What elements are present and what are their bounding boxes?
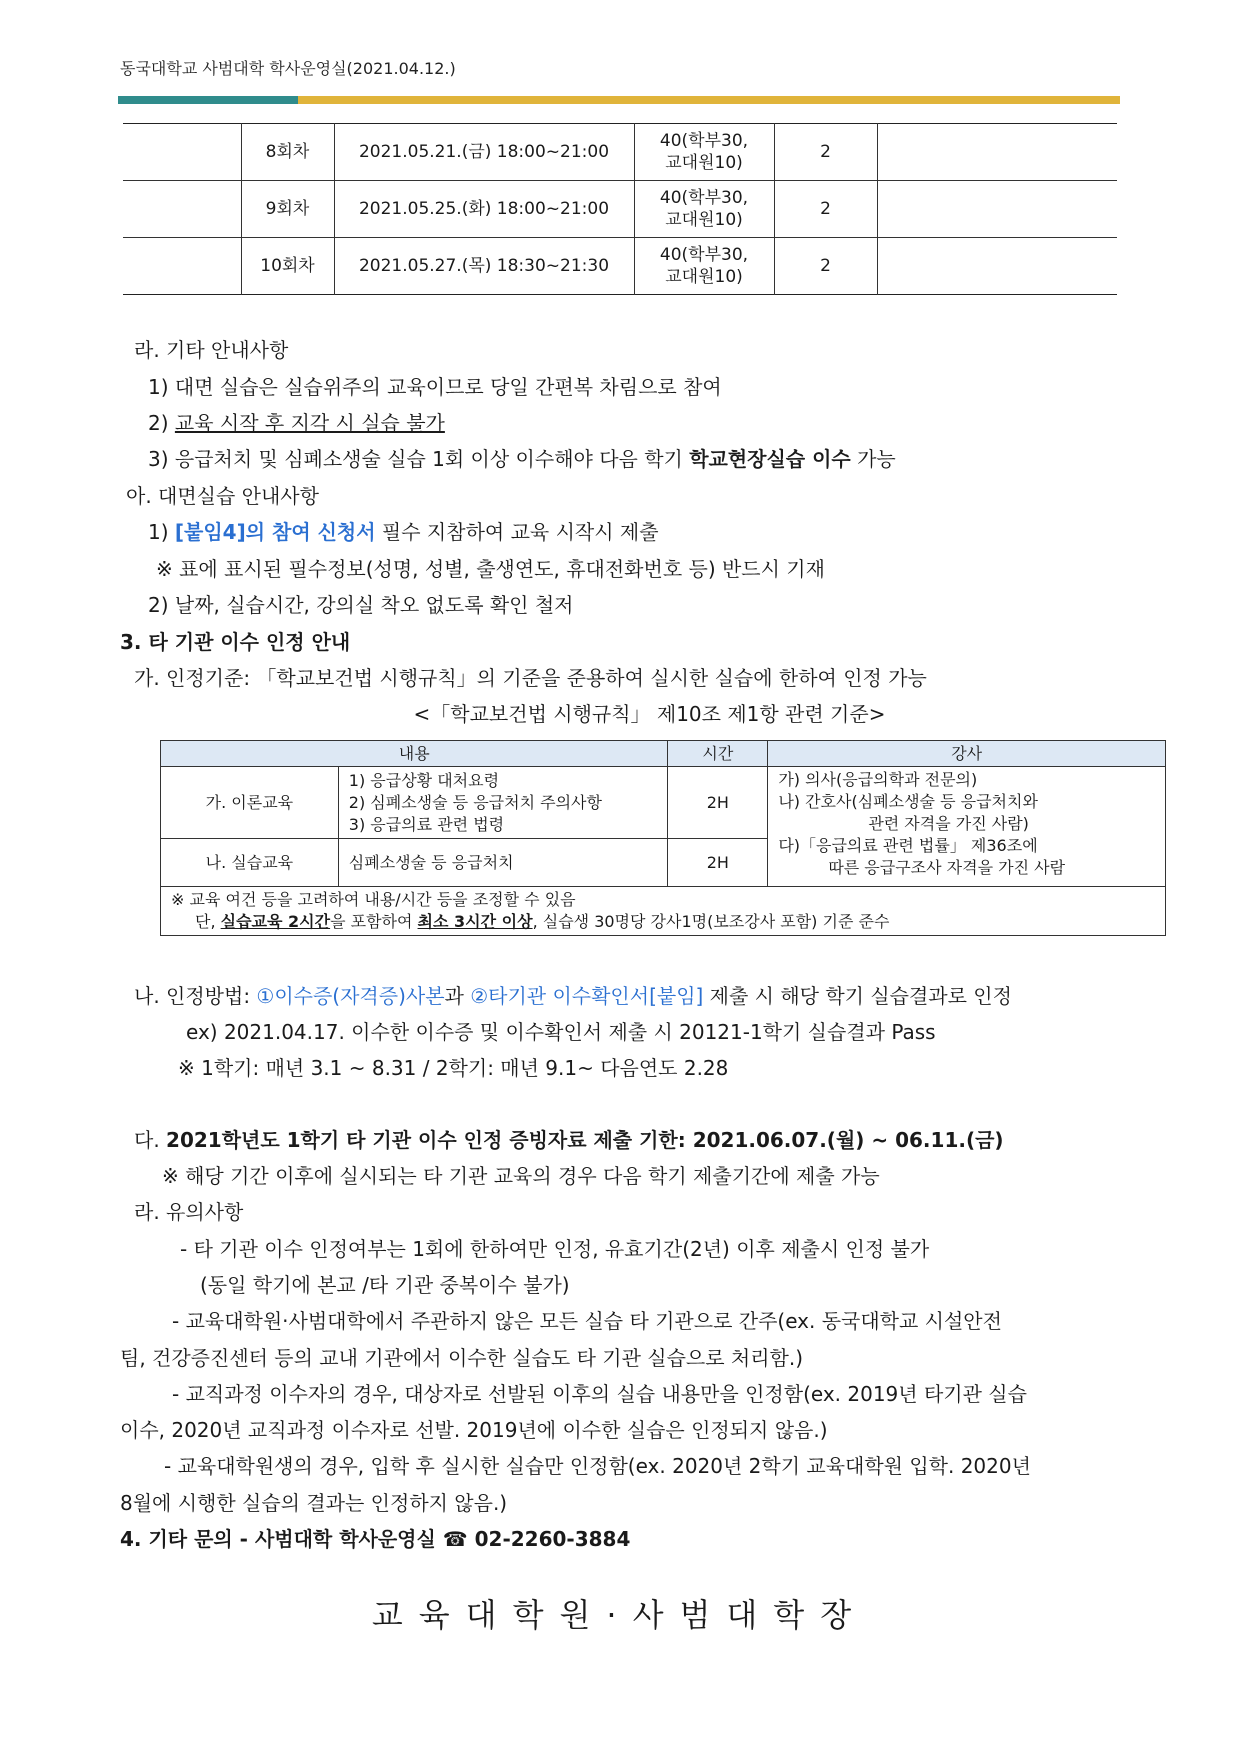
section3-ra-1b: (동일 학기에 본교 /타 기관 중복이수 불가) [200,1273,570,1297]
section-a-item2: 2) 날짜, 실습시간, 강의실 착오 없도록 확인 철저 [148,593,574,617]
theory-label: 가. 이론교육 [161,767,339,839]
table-row [123,181,1117,238]
section3-ra-1a: - 타 기관 이수 인정여부는 1회에 한하여만 인정, 유효기간(2년) 이후 제출시 인정 불가 [180,1237,930,1261]
section3-ra-4a: - 교육대학원생의 경우, 입학 후 실시한 실습만 인정함(ex. 2020년 2학기 교육대학원 입학. 2020년 [164,1454,1031,1478]
blank-cell [123,181,241,238]
hours-cell: 2 [774,181,877,238]
date-cell: 2021.05.25.(화) 18:00~21:00 [334,181,634,238]
blank-cell [123,124,241,181]
section-ra-item2: 2) 교육 시작 후 지각 시 실습 불가 [148,411,445,435]
practice-time: 2H [668,839,768,887]
date-cell: 2021.05.27.(목) 18:30~21:30 [334,238,634,295]
table-note-row [161,887,1166,936]
practice-item: 심폐소생술 등 응급처치 [338,839,668,887]
section-a-note: ※ 표에 표시된 필수정보(성명, 성별, 출생연도, 휴대전화번호 등) 반드시 기재 [156,557,825,581]
capacity-cell: 40(학부30, 교대원10) [634,181,774,238]
round-cell: 8회차 [241,124,334,181]
section3-ra-3a: - 교직과정 이수자의 경우, 대상자로 선발된 이후의 실습 내용만을 인정함(ex. 2019년 타기관 실습 [172,1382,1027,1406]
table-row [161,767,1166,839]
round-cell: 10회차 [241,238,334,295]
section3-ra-4b: 8월에 시행한 실습의 결과는 인정하지 않음.) [120,1491,508,1515]
signature: 교육대학원·사범대학장 [371,1596,868,1634]
blank-cell [877,238,1117,295]
table-row [123,124,1117,181]
section3-ra-2b: 팀, 건강증진센터 등의 교내 기관에서 이수한 실습도 타 기관 실습으로 처리함.) [120,1346,804,1370]
theory-time: 2H [668,767,768,839]
header-bar-gold [298,96,1120,104]
section-ra-item3: 3) 응급처치 및 심폐소생술 실습 1회 이상 이수해야 다음 학기 학교현장실습 이수 가능 [148,447,896,471]
capacity-cell: 40(학부30, 교대원10) [634,124,774,181]
section3-title: 3. 타 기관 이수 인정 안내 [120,630,351,654]
theory-items: 1) 응급상황 대처요령 2) 심폐소생술 등 응급처치 주의사항 3) 응급의료 관련 법령 [338,767,668,839]
section-a-title: 아. 대면실습 안내사항 [126,484,319,508]
date-cell: 2021.05.21.(금) 18:00~21:00 [334,124,634,181]
header-bar-teal [118,96,298,104]
section-ra-item1: 1) 대면 실습은 실습위주의 교육이므로 당일 간편복 차림으로 참여 [148,375,722,399]
blank-cell [877,124,1117,181]
attachment4-link: [붙임4]의 참여 신청서 [174,520,376,544]
section3-da-note: ※ 해당 기간 이후에 실시되는 타 기관 교육의 경우 다음 학기 제출기간에 제출 가능 [162,1164,880,1188]
section3-da: 다. 2021학년도 1학기 타 기관 이수 인정 증빙자료 제출 기한: 2021.06.07.(월) ~ 06.11.(금) [134,1128,1004,1152]
section-ra-title: 라. 기타 안내사항 [134,338,289,362]
section3-na-note: ※ 1학기: 매년 3.1 ~ 8.31 / 2학기: 매년 9.1~ 다음연도 2.28 [178,1056,729,1080]
blank-cell [123,238,241,295]
section3-ra-3b: 이수, 2020년 교직과정 이수자로 선발. 2019년에 이수한 실습은 인정되지 않음.) [120,1418,828,1442]
capacity-cell: 40(학부30, 교대원10) [634,238,774,295]
blank-cell [877,181,1117,238]
section3-na: 나. 인정방법: ①이수증(자격증)사본과 ②타기관 이수확인서[붙임] 제출 시 해당 학기 실습결과로 인정 [134,984,1012,1008]
section3-ga: 가. 인정기준: 「학교보건법 시행규칙」의 기준을 준용하여 실시한 실습에 한하여 인정 가능 [134,666,927,690]
round-cell: 9회차 [241,181,334,238]
practice-label: 나. 실습교육 [161,839,339,887]
table-header-row [161,741,1166,767]
instructor-list: 가) 의사(응급의학과 전문의) 나) 간호사(심폐소생술 등 응급처치와 관련 자격을 가진 사람) 다)「응급의료 관련 법률」 제36조에 따른 응급구조사 자격을 가진 사람 [768,767,1166,887]
certificate-copy-link: ①이수증(자격증)사본 [256,984,445,1008]
hours-cell: 2 [774,238,877,295]
page-header: 동국대학교 사범대학 학사운영실(2021.04.12.) [120,59,456,78]
schedule-table [123,123,1117,295]
table-note: ※ 교육 여건 등을 고려하여 내용/시간 등을 조정할 수 있음 단, 실습교육 2시간을 포함하여 최소 3시간 이상, 실습생 30명당 강사1명(보조강사 포함) 기준 준수 [161,887,1166,936]
standard-table [160,740,1166,936]
standard-table-caption: <「학교보건법 시행규칙」 제10조 제1항 관련 기준> [413,702,886,726]
header-instructor: 강사 [768,741,1166,767]
completion-confirmation-link: ②타기관 이수확인서[붙임] [470,984,704,1008]
hours-cell: 2 [774,124,877,181]
header-content: 내용 [161,741,668,767]
section-a-item1: 1) [붙임4]의 참여 신청서 필수 지참하여 교육 시작시 제출 [148,520,659,544]
section4-contact: 4. 기타 문의 - 사범대학 학사운영실 ☎ 02-2260-3884 [120,1527,631,1551]
section3-na-example: ex) 2021.04.17. 이수한 이수증 및 이수확인서 제출 시 20121-1학기 실습결과 Pass [186,1020,936,1044]
section3-ra-2a: - 교육대학원·사범대학에서 주관하지 않은 모든 실습 타 기관으로 간주(ex. 동국대학교 시설안전 [172,1309,1002,1333]
header-time: 시간 [668,741,768,767]
section3-ra-title: 라. 유의사항 [134,1200,244,1224]
table-row [123,238,1117,295]
